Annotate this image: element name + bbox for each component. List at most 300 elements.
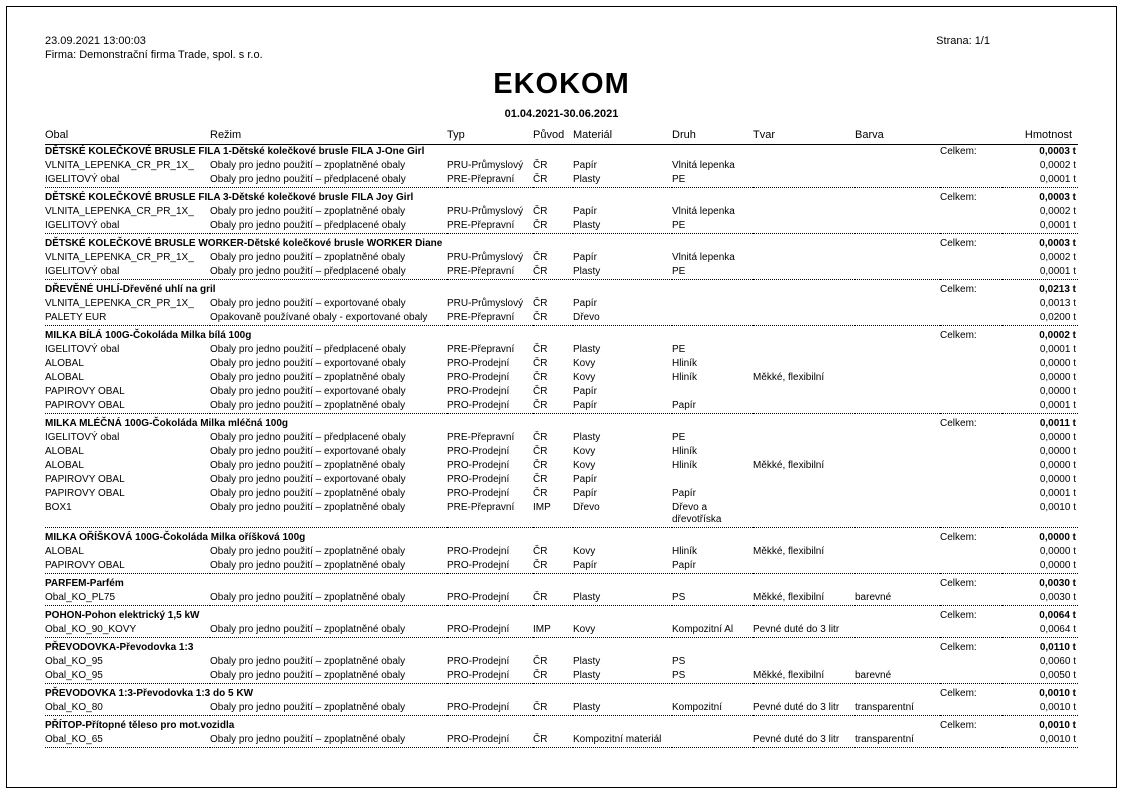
- cell-tvar: [753, 655, 855, 669]
- cell-barva: barevné: [855, 592, 892, 603]
- group-total-value: 0,0010 t: [1039, 688, 1076, 699]
- cell-hmotnost: 0,0064 t: [1039, 624, 1076, 635]
- group-header-row: [45, 719, 1078, 733]
- table-row: [45, 265, 1078, 280]
- report-table-body: [45, 145, 1078, 752]
- table-row: [45, 623, 1078, 638]
- cell-puvod: ČR: [533, 474, 548, 485]
- report-meta: [45, 34, 1078, 62]
- cell-druh: [672, 385, 753, 399]
- cell-rezim: Obaly pro jedno použití – předplacené obaly: [210, 266, 406, 277]
- cell-typ: PRO-Prodejní: [447, 474, 510, 485]
- cell-druh: [672, 297, 753, 311]
- cell-spacer: [940, 251, 1002, 265]
- group-title: POHON-Pohon elektrický 1,5 kW: [45, 610, 200, 621]
- cell-tvar: [753, 487, 855, 501]
- cell-rezim: Obaly pro jedno použití – předplacené obaly: [210, 432, 406, 443]
- group-total-value: 0,0213 t: [1039, 284, 1076, 295]
- cell-material: Plasty: [573, 344, 601, 355]
- col-header-tvar: Tvar: [753, 128, 855, 145]
- cell-puvod: ČR: [533, 298, 548, 309]
- cell-druh: Papír: [672, 560, 696, 571]
- cell-typ: PRO-Prodejní: [447, 386, 510, 397]
- cell-obal: VLNITA_LEPENKA_CR_PR_1X_: [45, 252, 194, 263]
- cell-hmotnost: 0,0000 t: [1039, 546, 1076, 557]
- table-row: [45, 487, 1078, 501]
- table-row: [45, 655, 1078, 669]
- cell-barva: [855, 311, 940, 326]
- cell-material: Kovy: [573, 372, 596, 383]
- cell-obal: PAPIROVY OBAL: [45, 560, 125, 571]
- cell-material: Plasty: [573, 220, 601, 231]
- cell-obal: VLNITA_LEPENKA_CR_PR_1X_: [45, 206, 194, 217]
- cell-barva: barevné: [855, 670, 892, 681]
- group-title: MILKA BÍLÁ 100G-Čokoláda Milka bílá 100g: [45, 330, 252, 341]
- cell-hmotnost: 0,0060 t: [1039, 656, 1076, 667]
- group-total-value: 0,0000 t: [1039, 532, 1076, 543]
- group-total-value: 0,0011 t: [1039, 418, 1076, 429]
- group-header-row: [45, 145, 1078, 160]
- cell-tvar: [753, 173, 855, 188]
- cell-material: Plasty: [573, 670, 601, 681]
- cell-material: Kovy: [573, 446, 596, 457]
- cell-tvar: [753, 343, 855, 357]
- cell-material: Papír: [573, 560, 597, 571]
- cell-obal: PAPIROVY OBAL: [45, 488, 125, 499]
- cell-barva: [855, 219, 940, 234]
- cell-barva: [855, 265, 940, 280]
- col-header-druh: Druh: [672, 128, 753, 145]
- cell-barva: [855, 559, 940, 574]
- cell-obal: IGELITOVÝ obal: [45, 344, 120, 355]
- cell-tvar: Pevné duté do 3 litr: [753, 734, 840, 745]
- cell-material: Papír: [573, 160, 597, 171]
- cell-barva: [855, 445, 940, 459]
- cell-puvod: ČR: [533, 656, 548, 667]
- group-title: PŘEVODOVKA 1:3-Převodovka 1:3 do 5 KW: [45, 688, 254, 699]
- cell-typ: PRO-Prodejní: [447, 372, 510, 383]
- group-header-row: [45, 417, 1078, 431]
- cell-hmotnost: 0,0000 t: [1039, 560, 1076, 571]
- cell-barva: [855, 205, 940, 219]
- cell-obal: PAPIROVY OBAL: [45, 386, 125, 397]
- cell-typ: PRO-Prodejní: [447, 592, 510, 603]
- group-total-label: Celkem:: [940, 532, 977, 543]
- cell-spacer: [940, 487, 1002, 501]
- cell-druh: PE: [672, 432, 686, 443]
- col-header-hmotnost: Hmotnost: [1002, 128, 1078, 145]
- cell-puvod: ČR: [533, 460, 548, 471]
- report-title: EKOKOM: [493, 68, 630, 100]
- cell-rezim: Obaly pro jedno použití – zpoplatněné obaly: [210, 160, 406, 171]
- cell-puvod: ČR: [533, 734, 548, 745]
- cell-barva: [855, 623, 940, 638]
- cell-spacer: [940, 219, 1002, 234]
- cell-tvar: [753, 357, 855, 371]
- cell-spacer: [940, 591, 1002, 606]
- cell-obal: ALOBAL: [45, 372, 84, 383]
- cell-barva: [855, 371, 940, 385]
- table-row: [45, 473, 1078, 487]
- cell-typ: PRO-Prodejní: [447, 656, 510, 667]
- cell-rezim: Obaly pro jedno použití – zpoplatněné obaly: [210, 460, 406, 471]
- cell-obal: VLNITA_LEPENKA_CR_PR_1X_: [45, 160, 194, 171]
- cell-druh: Vlnitá lepenka: [672, 252, 735, 263]
- cell-material: Papír: [573, 206, 597, 217]
- report-company: Firma: Demonstrační firma Trade, spol. s r.o.: [45, 49, 263, 61]
- cell-rezim: Obaly pro jedno použití – zpoplatněné obaly: [210, 734, 406, 745]
- cell-puvod: ČR: [533, 344, 548, 355]
- cell-obal: BOX1: [45, 502, 72, 513]
- cell-tvar: Pevné duté do 3 litr: [753, 624, 840, 635]
- cell-typ: PRO-Prodejní: [447, 560, 510, 571]
- cell-material: Papír: [573, 400, 597, 411]
- group-total-label: Celkem:: [940, 330, 977, 341]
- cell-spacer: [940, 385, 1002, 399]
- cell-typ: PRO-Prodejní: [447, 734, 510, 745]
- cell-tvar: [753, 501, 855, 528]
- cell-tvar: Měkké, flexibilní: [753, 460, 825, 471]
- cell-spacer: [940, 701, 1002, 716]
- cell-druh: Hliník: [672, 358, 698, 369]
- cell-puvod: ČR: [533, 206, 548, 217]
- cell-barva: [855, 357, 940, 371]
- cell-barva: [855, 459, 940, 473]
- cell-typ: PRE-Přepravní: [447, 266, 515, 277]
- cell-puvod: ČR: [533, 312, 548, 323]
- cell-spacer: [940, 431, 1002, 445]
- cell-druh: [672, 311, 753, 326]
- cell-tvar: [753, 205, 855, 219]
- cell-typ: PRE-Přepravní: [447, 432, 515, 443]
- cell-tvar: Měkké, flexibilní: [753, 372, 825, 383]
- cell-tvar: [753, 385, 855, 399]
- cell-typ: PRO-Prodejní: [447, 670, 510, 681]
- cell-typ: PRE-Přepravní: [447, 312, 515, 323]
- cell-tvar: [753, 251, 855, 265]
- cell-hmotnost: 0,0000 t: [1039, 474, 1076, 485]
- cell-material: Plasty: [573, 432, 601, 443]
- cell-typ: PRE-Přepravní: [447, 344, 515, 355]
- cell-puvod: ČR: [533, 372, 548, 383]
- cell-obal: Obal_KO_90_KOVY: [45, 624, 137, 635]
- col-header-material: Materiál: [573, 128, 672, 145]
- cell-tvar: [753, 559, 855, 574]
- cell-druh: [672, 733, 753, 748]
- cell-hmotnost: 0,0030 t: [1039, 592, 1076, 603]
- cell-puvod: ČR: [533, 266, 548, 277]
- table-row: [45, 219, 1078, 234]
- group-title: PŘÍTOP-Přítopné těleso pro mot.vozidla: [45, 720, 235, 731]
- cell-druh: PS: [672, 656, 686, 667]
- group-title: PŘEVODOVKA-Převodovka 1:3: [45, 642, 194, 653]
- cell-material: Kovy: [573, 624, 596, 635]
- cell-hmotnost: 0,0000 t: [1039, 460, 1076, 471]
- table-row: [45, 459, 1078, 473]
- cell-puvod: ČR: [533, 252, 548, 263]
- cell-barva: [855, 251, 940, 265]
- cell-tvar: Měkké, flexibilní: [753, 546, 825, 557]
- cell-typ: PRO-Prodejní: [447, 400, 510, 411]
- cell-tvar: Měkké, flexibilní: [753, 592, 825, 603]
- cell-druh: Kompozitní Al: [672, 624, 734, 635]
- cell-spacer: [940, 623, 1002, 638]
- cell-hmotnost: 0,0000 t: [1039, 372, 1076, 383]
- cell-tvar: Pevné duté do 3 litr: [753, 702, 840, 713]
- table-row: [45, 343, 1078, 357]
- cell-puvod: ČR: [533, 174, 548, 185]
- group-header-row: [45, 329, 1078, 343]
- cell-rezim: Obaly pro jedno použití – předplacené obaly: [210, 220, 406, 231]
- page-number: Strana: 1/1: [936, 35, 990, 47]
- cell-barva: [855, 385, 940, 399]
- cell-druh: Hliník: [672, 446, 698, 457]
- cell-obal: PAPIROVY OBAL: [45, 474, 125, 485]
- group-total-label: Celkem:: [940, 642, 977, 653]
- group-total-label: Celkem:: [940, 688, 977, 699]
- cell-material: Plasty: [573, 702, 601, 713]
- cell-barva: [855, 487, 940, 501]
- group-title: DĚTSKÉ KOLEČKOVÉ BRUSLE FILA 3-Dětské kolečkové brusle FILA Joy Girl: [45, 192, 414, 203]
- cell-rezim: Obaly pro jedno použití – zpoplatněné obaly: [210, 400, 406, 411]
- cell-typ: PRE-Přepravní: [447, 220, 515, 231]
- table-row: [45, 205, 1078, 219]
- cell-barva: transparentní: [855, 734, 914, 745]
- col-header-rezim: Režim: [210, 128, 447, 145]
- cell-tvar: Měkké, flexibilní: [753, 670, 825, 681]
- cell-spacer: [940, 357, 1002, 371]
- group-total-label: Celkem:: [940, 192, 977, 203]
- cell-rezim: Obaly pro jedno použití – exportované obaly: [210, 358, 406, 369]
- cell-rezim: Obaly pro jedno použití – zpoplatněné obaly: [210, 560, 406, 571]
- cell-material: Dřevo: [573, 312, 600, 323]
- cell-typ: PRO-Prodejní: [447, 358, 510, 369]
- cell-material: Papír: [573, 474, 597, 485]
- cell-puvod: ČR: [533, 560, 548, 571]
- cell-druh: Papír: [672, 488, 696, 499]
- cell-druh: Kompozitní: [672, 702, 723, 713]
- cell-spacer: [940, 559, 1002, 574]
- group-total-value: 0,0003 t: [1039, 146, 1076, 157]
- report-content: [45, 34, 1078, 751]
- cell-typ: PRO-Prodejní: [447, 460, 510, 471]
- table-row: [45, 297, 1078, 311]
- cell-barva: transparentní: [855, 702, 914, 713]
- cell-hmotnost: 0,0001 t: [1039, 174, 1076, 185]
- group-title: DĚTSKÉ KOLEČKOVÉ BRUSLE FILA 1-Dětské kolečkové brusle FILA J-One Girl: [45, 146, 425, 157]
- group-header-row: [45, 609, 1078, 623]
- group-title: DĚTSKÉ KOLEČKOVÉ BRUSLE WORKER-Dětské kolečkové brusle WORKER Diane: [45, 238, 443, 249]
- cell-rezim: Obaly pro jedno použití – zpoplatněné obaly: [210, 372, 406, 383]
- cell-obal: IGELITOVÝ obal: [45, 220, 120, 231]
- group-header-row: [45, 577, 1078, 591]
- cell-hmotnost: 0,0002 t: [1039, 206, 1076, 217]
- cell-puvod: ČR: [533, 386, 548, 397]
- cell-puvod: ČR: [533, 220, 548, 231]
- cell-typ: PRO-Prodejní: [447, 624, 510, 635]
- table-row: [45, 173, 1078, 188]
- cell-tvar: [753, 265, 855, 280]
- group-total-label: Celkem:: [940, 238, 977, 249]
- cell-typ: PRO-Prodejní: [447, 488, 510, 499]
- cell-spacer: [940, 655, 1002, 669]
- cell-druh: Vlnitá lepenka: [672, 206, 735, 217]
- cell-typ: PRO-Prodejní: [447, 702, 510, 713]
- dashed-line: [45, 748, 1078, 752]
- table-row: [45, 357, 1078, 371]
- cell-tvar: [753, 431, 855, 445]
- cell-hmotnost: 0,0000 t: [1039, 446, 1076, 457]
- col-header-barva: Barva: [855, 128, 940, 145]
- cell-spacer: [940, 445, 1002, 459]
- cell-obal: PAPIROVY OBAL: [45, 400, 125, 411]
- group-total-label: Celkem:: [940, 578, 977, 589]
- cell-tvar: [753, 297, 855, 311]
- table-row: [45, 669, 1078, 684]
- table-row: [45, 399, 1078, 414]
- cell-tvar: [753, 219, 855, 234]
- cell-typ: PRO-Prodejní: [447, 446, 510, 457]
- table-row: [45, 559, 1078, 574]
- cell-puvod: ČR: [533, 432, 548, 443]
- table-row: [45, 371, 1078, 385]
- cell-material: Kovy: [573, 460, 596, 471]
- cell-material: Dřevo: [573, 502, 600, 513]
- cell-obal: PALETY EUR: [45, 312, 107, 323]
- cell-rezim: Obaly pro jedno použití – zpoplatněné obaly: [210, 488, 406, 499]
- cell-puvod: ČR: [533, 702, 548, 713]
- cell-typ: PRU-Průmyslový: [447, 298, 524, 309]
- cell-tvar: [753, 473, 855, 487]
- cell-rezim: Obaly pro jedno použití – zpoplatněné obaly: [210, 670, 406, 681]
- table-row: [45, 159, 1078, 173]
- cell-spacer: [940, 473, 1002, 487]
- cell-material: Papír: [573, 386, 597, 397]
- cell-spacer: [940, 265, 1002, 280]
- cell-typ: PRU-Průmyslový: [447, 252, 524, 263]
- cell-typ: PRO-Prodejní: [447, 546, 510, 557]
- cell-obal: Obal_KO_65: [45, 734, 103, 745]
- cell-rezim: Obaly pro jedno použití – zpoplatněné obaly: [210, 592, 406, 603]
- cell-barva: [855, 173, 940, 188]
- cell-hmotnost: 0,0013 t: [1039, 298, 1076, 309]
- cell-druh: Hliník: [672, 460, 698, 471]
- group-total-value: 0,0064 t: [1039, 610, 1076, 621]
- col-header-puvod: Původ: [533, 128, 573, 145]
- group-total-label: Celkem:: [940, 284, 977, 295]
- cell-material: Papír: [573, 298, 597, 309]
- cell-rezim: Obaly pro jedno použití – zpoplatněné obaly: [210, 546, 406, 557]
- table-row: [45, 545, 1078, 559]
- cell-puvod: ČR: [533, 358, 548, 369]
- cell-material: Plasty: [573, 656, 601, 667]
- cell-rezim: Obaly pro jedno použití – zpoplatněné obaly: [210, 502, 406, 513]
- cell-rezim: Obaly pro jedno použití – zpoplatněné obaly: [210, 252, 406, 263]
- group-total-value: 0,0030 t: [1039, 578, 1076, 589]
- cell-obal: IGELITOVÝ obal: [45, 266, 120, 277]
- cell-hmotnost: 0,0010 t: [1039, 702, 1076, 713]
- cell-spacer: [940, 399, 1002, 414]
- cell-obal: ALOBAL: [45, 358, 84, 369]
- group-header-row: [45, 687, 1078, 701]
- table-row: [45, 385, 1078, 399]
- cell-puvod: ČR: [533, 592, 548, 603]
- cell-druh: Hliník: [672, 546, 698, 557]
- cell-barva: [855, 655, 940, 669]
- cell-hmotnost: 0,0002 t: [1039, 252, 1076, 263]
- cell-hmotnost: 0,0001 t: [1039, 266, 1076, 277]
- cell-obal: Obal_KO_PL75: [45, 592, 116, 603]
- cell-tvar: [753, 159, 855, 173]
- cell-druh: [672, 473, 753, 487]
- cell-material: Kompozitní materiál: [573, 734, 662, 745]
- group-header-row: [45, 531, 1078, 545]
- report-period: 01.04.2021-30.06.2021: [504, 108, 619, 120]
- cell-puvod: ČR: [533, 546, 548, 557]
- cell-druh: PS: [672, 670, 686, 681]
- report-table: [45, 128, 1078, 751]
- cell-rezim: Opakovaně používané obaly - exportované obaly: [210, 312, 428, 323]
- cell-material: Plasty: [573, 174, 601, 185]
- cell-material: Papír: [573, 252, 597, 263]
- cell-rezim: Obaly pro jedno použití – předplacené obaly: [210, 174, 406, 185]
- cell-hmotnost: 0,0000 t: [1039, 386, 1076, 397]
- cell-obal: ALOBAL: [45, 546, 84, 557]
- cell-puvod: ČR: [533, 446, 548, 457]
- cell-puvod: ČR: [533, 488, 548, 499]
- group-header-row: [45, 283, 1078, 297]
- cell-druh: Papír: [672, 400, 696, 411]
- cell-spacer: [940, 173, 1002, 188]
- table-row: [45, 431, 1078, 445]
- cell-hmotnost: 0,0001 t: [1039, 488, 1076, 499]
- group-total-label: Celkem:: [940, 610, 977, 621]
- cell-barva: [855, 159, 940, 173]
- cell-rezim: Obaly pro jedno použití – zpoplatněné obaly: [210, 624, 406, 635]
- group-header-row: [45, 191, 1078, 205]
- table-row: [45, 251, 1078, 265]
- column-header-row: [45, 128, 1078, 145]
- cell-obal: Obal_KO_95: [45, 656, 103, 667]
- cell-puvod: ČR: [533, 160, 548, 171]
- cell-hmotnost: 0,0050 t: [1039, 670, 1076, 681]
- cell-barva: [855, 343, 940, 357]
- cell-druh: Vlnitá lepenka: [672, 160, 735, 171]
- cell-barva: [855, 431, 940, 445]
- group-header-row: [45, 641, 1078, 655]
- cell-rezim: Obaly pro jedno použití – exportované obaly: [210, 386, 406, 397]
- cell-druh: PE: [672, 220, 686, 231]
- group-total-value: 0,0010 t: [1039, 720, 1076, 731]
- cell-obal: IGELITOVÝ obal: [45, 174, 120, 185]
- cell-puvod: ČR: [533, 400, 548, 411]
- group-total-label: Celkem:: [940, 418, 977, 429]
- table-row: [45, 501, 1078, 528]
- report-datetime: 23.09.2021 13:00:03: [45, 35, 146, 47]
- cell-druh: PS: [672, 592, 686, 603]
- cell-rezim: Obaly pro jedno použití – zpoplatněné obaly: [210, 656, 406, 667]
- group-separator: [45, 748, 1078, 752]
- cell-puvod: ČR: [533, 670, 548, 681]
- group-total-value: 0,0003 t: [1039, 238, 1076, 249]
- group-total-value: 0,0002 t: [1039, 330, 1076, 341]
- cell-barva: [855, 545, 940, 559]
- group-total-value: 0,0110 t: [1039, 642, 1076, 653]
- cell-material: Plasty: [573, 266, 601, 277]
- cell-spacer: [940, 159, 1002, 173]
- cell-typ: PRU-Průmyslový: [447, 160, 524, 171]
- cell-hmotnost: 0,0010 t: [1039, 734, 1076, 745]
